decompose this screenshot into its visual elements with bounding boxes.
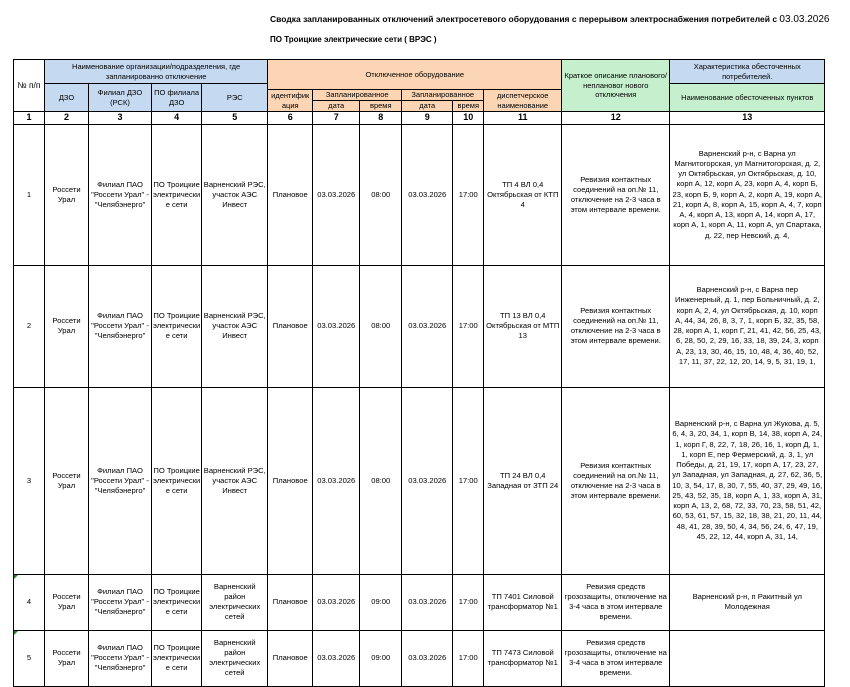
points-cell: Варненский р-н, с Варна ул Жукова, д. 5, 6, 4, 3, 20, 34, 1, корп В, 14, 38, корп А, 24, 1, корп Г, 8, 22, 7, 18, 26, 16, 1, корп Д, 1, 1, корп Е, пер Фермерский, д. 3, 1, ул Победы, д. 21, 19, 17, корп А, 17, 23, 27, ул Западная, ул Западная, д. 27, 62, 36, 5, 10, 3, 54, 17, 8, 30, 7, 55, 40, 37, 29, 49, 16, 25, 43, 52, 35, 18, корп А, 1, 33, корп А, 31, корп А, 13, 2, 68, 72, 33, 70, 23, 58, 51, 42, 60, 53, 61, 57, 15, 32, 18, 38, 21, 20, 11, 44, 48, 41, 28, 39, 50, 4, 34, 56, 24, 6, 47, 19, 45, 22, 12, 44, корп А, 31, 14,: [670, 387, 825, 574]
po-cell: ПО Троицкие электрически е сети: [152, 124, 202, 265]
dzo-cell: Россети Урал: [45, 124, 89, 265]
end-time-cell: 17:00: [453, 574, 484, 630]
ident-cell: Плановое: [268, 265, 313, 387]
column-number: 8: [360, 112, 402, 125]
po-cell: ПО Троицкие электрически е сети: [152, 387, 202, 574]
column-number: 2: [45, 112, 89, 125]
points-cell: Варненский р-н, с Варна пер Инженерный, д. 1, пер Больничный, д. 2, корп А, 2, 4, ул Октябрьская, д. 10, корп А, 44, 34, 26, 8, 3, 7, 1, корп Б, 32, 35, 58, 28, корп А, 1, корп Г, 21, 41, 42, 56, 25, 43, 6, 28, 50, 2, 29, 16, 33, 18, 39, 24, 3, корп А, 23, 13, 30, 46, 15, 10, 48, 4, 36, 40, 52, 17, 11, 37, 22, 12, 20, 14, 9, 5, 31, 19, 1,: [670, 265, 825, 387]
points-cell: Варненский р-н, с Варна ул Магнитогорская, ул Магнитогорская, д. 2, ул Октябрьская, ул Октябрьская, д. 10, корп А, 12, корп А, 23, корп А, 4, корп Б, 23, корп Б, 9, корп А, 2, корп А, 19, корп А, 21, корп А, 8, корп А, 15, корп А, 4, 7, корп А, 4, корп А, 13, корп А, 14, корп А, 17, корп А, 1, корп А, 11, корп А, ул Спартака, д. 22, пер Невский, д. 4,: [670, 124, 825, 265]
header-description: Краткое описание планового/неплановог нового отключения: [562, 60, 670, 112]
table-row: [14, 630, 825, 686]
report-title: [270, 14, 829, 25]
start-time-cell: 09:00: [360, 630, 402, 686]
table-row: [14, 124, 825, 265]
header-time-end: время: [453, 101, 484, 112]
description-cell: Ревизия средств грозозащиты, отключение на 3-4 часа в этом интервале времени.: [562, 630, 670, 686]
header-planned-end: Запланированное: [402, 90, 484, 101]
end-date-cell: 03.03.2026: [402, 387, 453, 574]
dispatch-cell: ТП 13 ВЛ 0,4 Октябрьская от МТП 13: [484, 265, 562, 387]
end-time-cell: 17:00: [453, 265, 484, 387]
header-equipment-group: Отключенное оборудование: [268, 60, 562, 90]
row-number: 4: [14, 574, 45, 630]
filial-cell: Филиал ПАО "Россети Урал" - "Челябэнерго": [89, 265, 152, 387]
column-number: 6: [268, 112, 313, 125]
filial-cell: Филиал ПАО "Россети Урал" - "Челябэнерго": [89, 574, 152, 630]
header-dispatch-name: диспетчерское наименование: [484, 90, 562, 112]
end-date-cell: 03.03.2026: [402, 574, 453, 630]
header-time-start: время: [360, 101, 402, 112]
ident-cell: Плановое: [268, 574, 313, 630]
report-title-text: Сводка запланированных отключений электросетевого оборудования с перерывом электроснабжения потребителей с: [270, 14, 778, 24]
start-time-cell: 08:00: [360, 387, 402, 574]
description-cell: Ревизия контактных соединений на оп.№ 11, отключение на 2-3 часа в этом интервале времени.: [562, 124, 670, 265]
row-number: 5: [14, 630, 45, 686]
column-number: 4: [152, 112, 202, 125]
end-date-cell: 03.03.2026: [402, 265, 453, 387]
header-org-group: Наименование организации/подразделения, где запланированно отключение: [45, 60, 268, 84]
header-res: РЭС: [202, 84, 268, 112]
points-cell: [670, 630, 825, 686]
report-subtitle: ПО Троицкие электрические сети ( ВРЭС ): [270, 35, 437, 44]
start-date-cell: 03.03.2026: [313, 630, 360, 686]
header-po-filiala: ПО филиала ДЗО: [152, 84, 202, 112]
row-number: 2: [14, 265, 45, 387]
header-date-end: дата: [402, 101, 453, 112]
header-date-start: дата: [313, 101, 360, 112]
header-consumers-group: Характеристика обесточенных потребителей.: [670, 60, 825, 84]
column-number: 13: [670, 112, 825, 125]
end-date-cell: 03.03.2026: [402, 630, 453, 686]
po-cell: ПО Троицкие электрически е сети: [152, 630, 202, 686]
dzo-cell: Россети Урал: [45, 387, 89, 574]
column-number: 7: [313, 112, 360, 125]
res-cell: Варненский РЭС, участок АЭС Инвест: [202, 124, 268, 265]
po-cell: ПО Троицкие электрически е сети: [152, 265, 202, 387]
dzo-cell: Россети Урал: [45, 630, 89, 686]
filial-cell: Филиал ПАО "Россети Урал" - "Челябэнерго": [89, 630, 152, 686]
start-time-cell: 09:00: [360, 574, 402, 630]
dispatch-cell: ТП 7473 Силовой трансформатор №1: [484, 630, 562, 686]
dzo-cell: Россети Урал: [45, 265, 89, 387]
end-time-cell: 17:00: [453, 387, 484, 574]
end-time-cell: 17:00: [453, 124, 484, 265]
ident-cell: Плановое: [268, 630, 313, 686]
header-num: № п/п: [14, 60, 45, 112]
column-number: 10: [453, 112, 484, 125]
ident-cell: Плановое: [268, 387, 313, 574]
filial-cell: Филиал ПАО "Россети Урал" - "Челябэнерго": [89, 387, 152, 574]
column-number: 1: [14, 112, 45, 125]
table-row: [14, 574, 825, 630]
column-number-row: [14, 112, 825, 125]
column-number: 9: [402, 112, 453, 125]
header-dzo: ДЗО: [45, 84, 89, 112]
column-number: 12: [562, 112, 670, 125]
header-filial: Филиал ДЗО (РСК): [89, 84, 152, 112]
table-row: [14, 387, 825, 574]
header-planned-start: Запланированное: [313, 90, 402, 101]
res-cell: Варненский РЭС, участок АЭС Инвест: [202, 265, 268, 387]
end-date-cell: 03.03.2026: [402, 124, 453, 265]
header-ident: идентифик ация: [268, 90, 313, 112]
start-date-cell: 03.03.2026: [313, 387, 360, 574]
start-time-cell: 08:00: [360, 124, 402, 265]
start-date-cell: 03.03.2026: [313, 124, 360, 265]
report-title-date: 03.03.2026: [779, 14, 830, 25]
column-number: 5: [202, 112, 268, 125]
header-consumers-points: Наименование обесточенных пунктов: [670, 84, 825, 112]
description-cell: Ревизия контактных соединений на оп.№ 11, отключение на 2-3 часа в этом интервале времени.: [562, 265, 670, 387]
column-number: 3: [89, 112, 152, 125]
start-time-cell: 08:00: [360, 265, 402, 387]
filial-cell: Филиал ПАО "Россети Урал" - "Челябэнерго": [89, 124, 152, 265]
outage-table: [13, 59, 825, 687]
res-cell: Варненский район электрических сетей: [202, 574, 268, 630]
ident-cell: Плановое: [268, 124, 313, 265]
dispatch-cell: ТП 7401 Силовой трансформатор №1: [484, 574, 562, 630]
column-number: 11: [484, 112, 562, 125]
table-row: [14, 265, 825, 387]
description-cell: Ревизия средств грозозащиты, отключение на 3-4 часа в этом интервале времени.: [562, 574, 670, 630]
start-date-cell: 03.03.2026: [313, 574, 360, 630]
points-cell: Варненский р-н, п Ракитный ул Молодежная: [670, 574, 825, 630]
row-number: 1: [14, 124, 45, 265]
res-cell: Варненский РЭС, участок АЭС Инвест: [202, 387, 268, 574]
dispatch-cell: ТП 4 ВЛ 0,4 Октябрьская от КТП 4: [484, 124, 562, 265]
dzo-cell: Россети Урал: [45, 574, 89, 630]
row-number: 3: [14, 387, 45, 574]
start-date-cell: 03.03.2026: [313, 265, 360, 387]
dispatch-cell: ТП 24 ВЛ 0,4 Западная от ЗТП 24: [484, 387, 562, 574]
po-cell: ПО Троицкие электрически е сети: [152, 574, 202, 630]
description-cell: Ревизия контактных соединений на оп.№ 11, отключение на 2-3 часа в этом интервале времени.: [562, 387, 670, 574]
res-cell: Варненский район электрических сетей: [202, 630, 268, 686]
end-time-cell: 17:00: [453, 630, 484, 686]
